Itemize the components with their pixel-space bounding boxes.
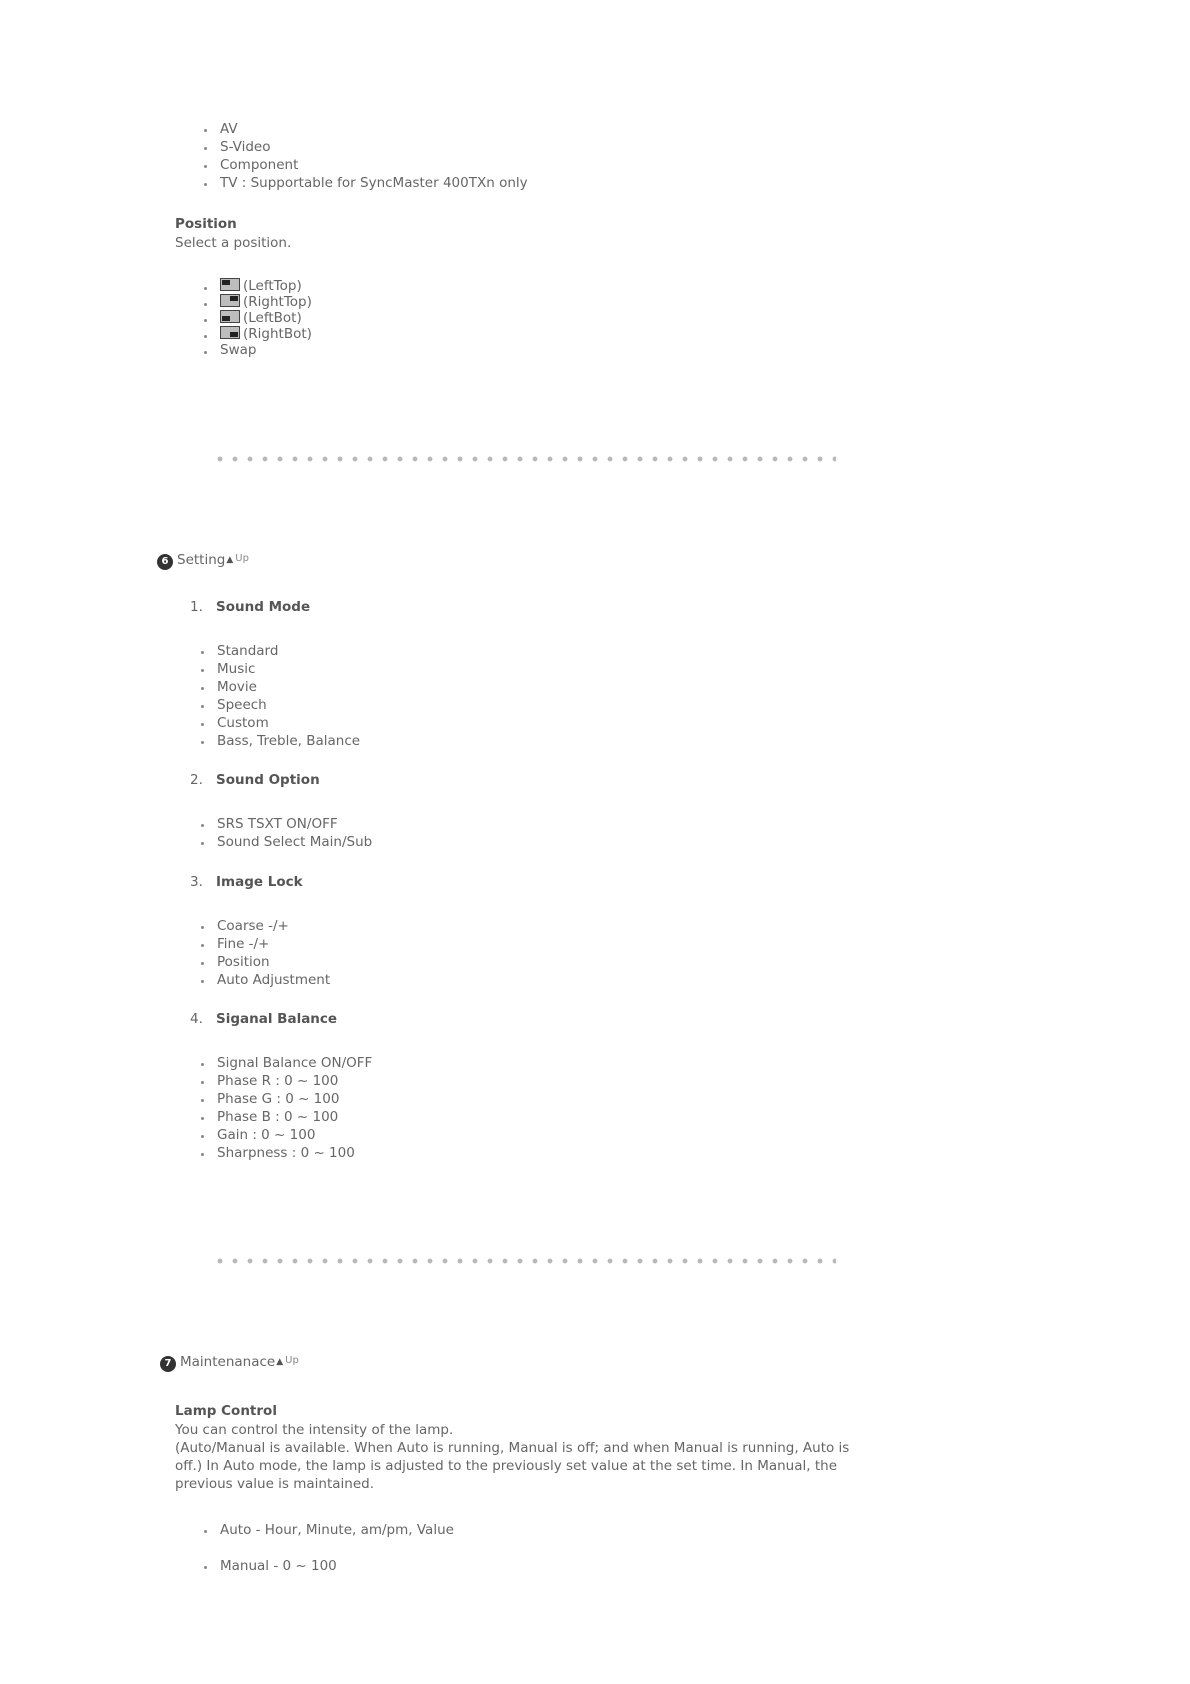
list-item: Phase B : 0 ~ 100 bbox=[217, 1108, 372, 1126]
list-item: Phase G : 0 ~ 100 bbox=[217, 1090, 372, 1108]
list-item: Position bbox=[217, 953, 330, 971]
position-list bbox=[220, 278, 312, 358]
list-item: Speech bbox=[217, 696, 360, 714]
sound-mode-list bbox=[217, 642, 360, 750]
lamp-manual-list bbox=[220, 1557, 337, 1575]
input-source-list bbox=[220, 120, 528, 192]
dotted-divider bbox=[216, 1257, 836, 1265]
list-item: Swap bbox=[220, 342, 312, 358]
lamp-auto-list bbox=[220, 1521, 454, 1539]
pip-left-bottom-icon bbox=[220, 310, 240, 323]
section-number-icon: 6 bbox=[157, 554, 173, 570]
list-item: (RightTop) bbox=[220, 294, 312, 310]
section-number-icon: 7 bbox=[160, 1356, 176, 1372]
list-item: (LeftTop) bbox=[220, 278, 312, 294]
list-item: Standard bbox=[217, 642, 360, 660]
up-arrow-icon: ▲ bbox=[226, 555, 234, 565]
list-item: Sharpness : 0 ~ 100 bbox=[217, 1144, 372, 1162]
list-item: Movie bbox=[217, 678, 360, 696]
list-item: Bass, Treble, Balance bbox=[217, 733, 361, 749]
sound-option-list bbox=[217, 815, 372, 851]
dotted-divider bbox=[216, 455, 836, 463]
lamp-control-heading: Lamp Control bbox=[175, 1403, 277, 1419]
up-arrow-icon: ▲ bbox=[276, 1357, 284, 1367]
list-item: Component bbox=[220, 156, 528, 174]
list-item: Auto - Hour, Minute, am/pm, Value bbox=[220, 1522, 454, 1538]
list-item: Custom bbox=[217, 714, 360, 732]
list-item: Fine -/+ bbox=[217, 935, 330, 953]
list-item: Music bbox=[217, 660, 360, 678]
lamp-control-description: You can control the intensity of the lamp. (Auto/Manual is available. When Auto is running, Manual is off; and when Manual is running, Auto is off.) In Auto mode, the lamp is adjusted to the previously set value at the set time. In Manual, the previous value is maintained. bbox=[175, 1422, 850, 1492]
position-description: Select a position. bbox=[175, 235, 292, 251]
list-item: (RightBot) bbox=[220, 326, 312, 342]
setting-section-header bbox=[157, 552, 249, 570]
list-item: Gain : 0 ~ 100 bbox=[217, 1126, 372, 1144]
subsection-heading: 3. Image Lock bbox=[190, 874, 303, 890]
pip-left-top-icon bbox=[220, 278, 240, 291]
section-title: Setting bbox=[177, 552, 226, 568]
list-item: (LeftBot) bbox=[220, 310, 312, 326]
up-link[interactable]: ▲ $^{Up}$ bbox=[276, 1355, 299, 1367]
pip-right-bottom-icon bbox=[220, 326, 240, 339]
list-item: Phase R : 0 ~ 100 bbox=[217, 1072, 372, 1090]
subsection-heading: 1. Sound Mode bbox=[190, 599, 311, 615]
up-link[interactable]: ▲ $^{Up}$ bbox=[226, 553, 249, 565]
maintenance-section-header bbox=[160, 1354, 299, 1372]
signal-balance-list bbox=[217, 1054, 372, 1162]
image-lock-list bbox=[217, 917, 330, 989]
list-item: Auto Adjustment bbox=[217, 972, 331, 988]
list-item: S-Video bbox=[220, 138, 528, 156]
list-item: SRS TSXT ON/OFF bbox=[217, 815, 372, 833]
list-item: AV bbox=[220, 120, 528, 138]
list-item: Signal Balance ON/OFF bbox=[217, 1055, 373, 1071]
section-title: Maintenanace bbox=[180, 1354, 276, 1370]
list-item: TV : Supportable for SyncMaster 400TXn only bbox=[220, 175, 528, 191]
pip-right-top-icon bbox=[220, 294, 240, 307]
list-item: Manual - 0 ~ 100 bbox=[220, 1558, 337, 1574]
subsection-heading: 2. Sound Option bbox=[190, 772, 320, 788]
subsection-heading: 4. Siganal Balance bbox=[190, 1011, 338, 1027]
list-item: Coarse -/+ bbox=[217, 917, 330, 935]
position-heading: Position bbox=[175, 216, 237, 232]
list-item: Sound Select Main/Sub bbox=[217, 834, 373, 850]
